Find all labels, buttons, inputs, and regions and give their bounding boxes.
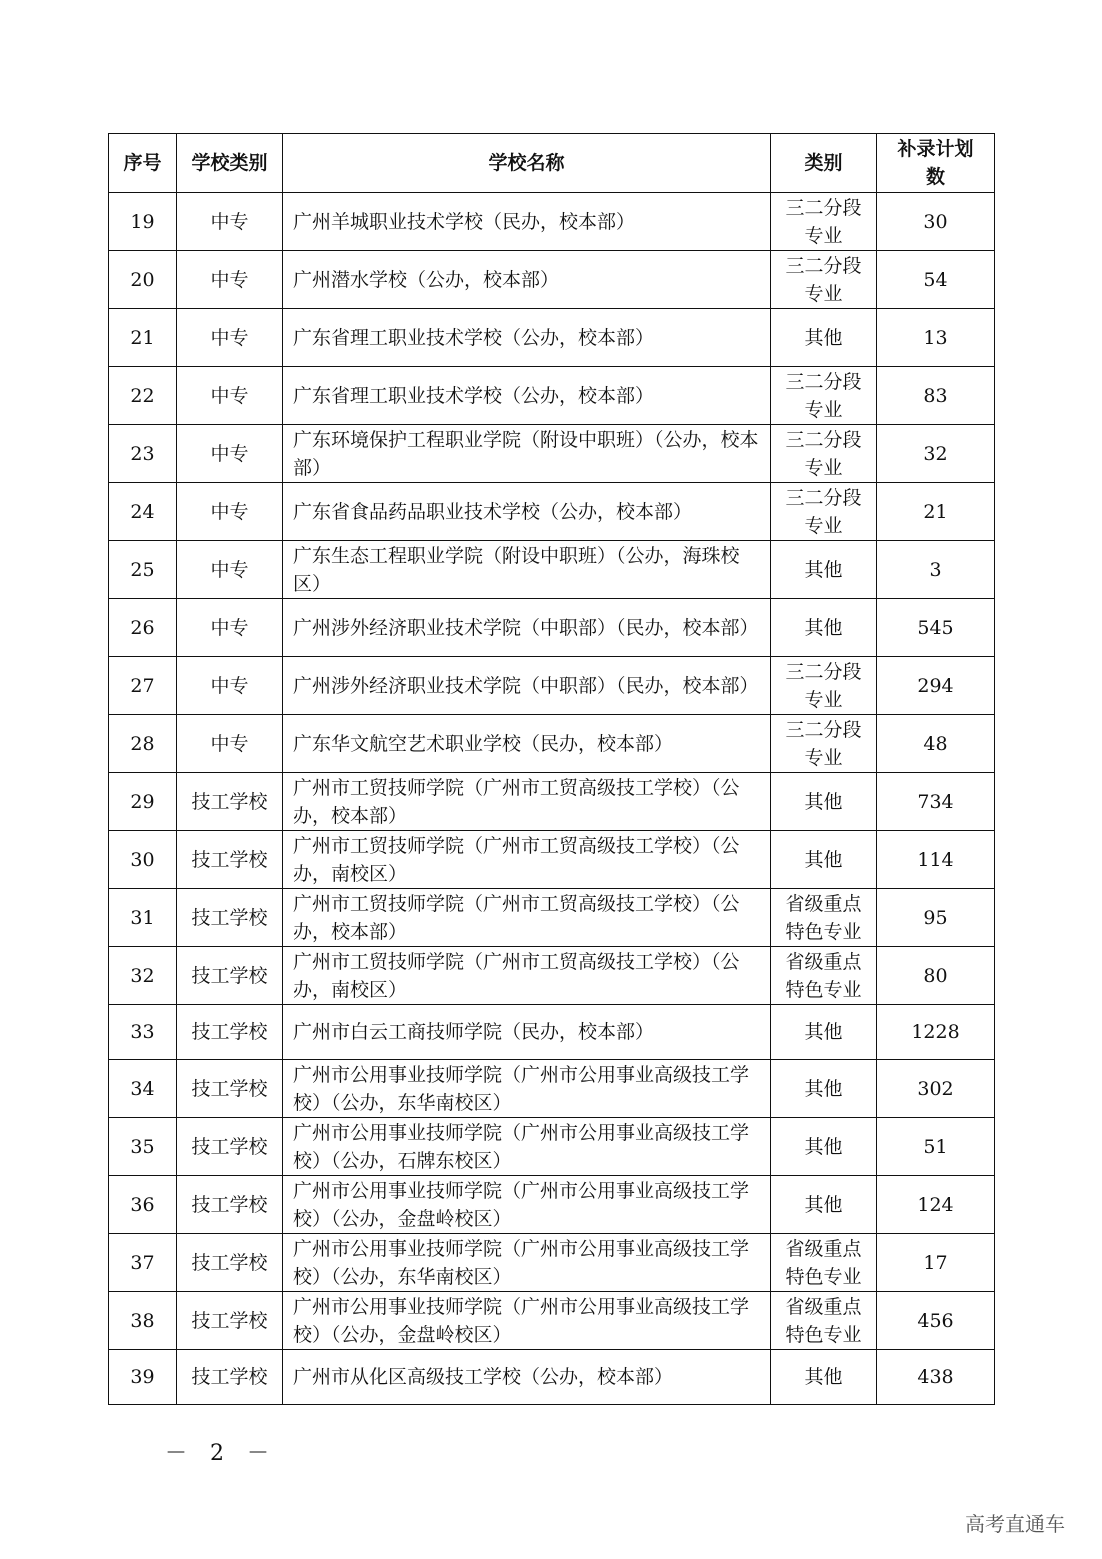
- cell-school-name: 广州市公用事业技师学院（广州市公用事业高级技工学校）（公办，金盘岭校区）: [283, 1176, 771, 1234]
- cell-plan-count: 95: [877, 889, 995, 947]
- table-row: [109, 831, 995, 889]
- cell-serial: 35: [109, 1118, 177, 1176]
- table-row: [109, 541, 995, 599]
- cell-category: 三二分段专业: [771, 657, 877, 715]
- table-row: [109, 947, 995, 1005]
- cell-category: 三二分段专业: [771, 425, 877, 483]
- cell-school-type: 技工学校: [177, 831, 283, 889]
- cell-school-name: 广州羊城职业技术学校（民办，校本部）: [283, 193, 771, 251]
- table-row: [109, 1350, 995, 1405]
- table-row: [109, 1005, 995, 1060]
- cell-school-name: 广州市公用事业技师学院（广州市公用事业高级技工学校）（公办，东华南校区）: [283, 1234, 771, 1292]
- cell-school-type: 中专: [177, 367, 283, 425]
- cell-plan-count: 438: [877, 1350, 995, 1405]
- cell-serial: 31: [109, 889, 177, 947]
- cell-school-name: 广州潜水学校（公办，校本部）: [283, 251, 771, 309]
- cell-school-type: 中专: [177, 599, 283, 657]
- cell-category: 其他: [771, 1118, 877, 1176]
- cell-school-name: 广州市白云工商技师学院（民办，校本部）: [283, 1005, 771, 1060]
- cell-school-type: 中专: [177, 251, 283, 309]
- header-plan-count: 补录计划数: [877, 134, 995, 193]
- header-school-name: 学校名称: [283, 134, 771, 193]
- cell-school-type: 技工学校: [177, 1118, 283, 1176]
- table-row: [109, 1176, 995, 1234]
- cell-category: 其他: [771, 599, 877, 657]
- cell-school-name: 广东省理工职业技术学校（公办，校本部）: [283, 367, 771, 425]
- cell-plan-count: 734: [877, 773, 995, 831]
- cell-serial: 29: [109, 773, 177, 831]
- cell-plan-count: 48: [877, 715, 995, 773]
- cell-serial: 23: [109, 425, 177, 483]
- cell-plan-count: 17: [877, 1234, 995, 1292]
- cell-category: 其他: [771, 1350, 877, 1405]
- cell-plan-count: 32: [877, 425, 995, 483]
- cell-school-name: 广东华文航空艺术职业学校（民办，校本部）: [283, 715, 771, 773]
- cell-school-type: 中专: [177, 483, 283, 541]
- cell-category: 三二分段专业: [771, 251, 877, 309]
- table-row: [109, 1060, 995, 1118]
- cell-serial: 36: [109, 1176, 177, 1234]
- cell-plan-count: 83: [877, 367, 995, 425]
- cell-school-name: 广州市公用事业技师学院（广州市公用事业高级技工学校）（公办，金盘岭校区）: [283, 1292, 771, 1350]
- cell-school-type: 技工学校: [177, 1234, 283, 1292]
- cell-school-name: 广州市公用事业技师学院（广州市公用事业高级技工学校）（公办，东华南校区）: [283, 1060, 771, 1118]
- enrollment-table: [108, 133, 995, 1405]
- table-row: [109, 483, 995, 541]
- table-row: [109, 193, 995, 251]
- cell-school-type: 技工学校: [177, 947, 283, 1005]
- watermark: 高考直通车: [965, 1512, 1065, 1536]
- cell-category: 其他: [771, 773, 877, 831]
- cell-school-type: 技工学校: [177, 889, 283, 947]
- cell-serial: 22: [109, 367, 177, 425]
- cell-school-type: 技工学校: [177, 773, 283, 831]
- cell-school-type: 技工学校: [177, 1350, 283, 1405]
- cell-school-type: 技工学校: [177, 1292, 283, 1350]
- cell-school-name: 广东省理工职业技术学校（公办，校本部）: [283, 309, 771, 367]
- cell-serial: 27: [109, 657, 177, 715]
- cell-school-type: 技工学校: [177, 1060, 283, 1118]
- table-body: [109, 193, 995, 1405]
- cell-plan-count: 54: [877, 251, 995, 309]
- cell-school-name: 广东环境保护工程职业学院（附设中职班）（公办，校本部）: [283, 425, 771, 483]
- cell-serial: 30: [109, 831, 177, 889]
- cell-plan-count: 1228: [877, 1005, 995, 1060]
- header-serial: 序号: [109, 134, 177, 193]
- table-row: [109, 1234, 995, 1292]
- cell-school-type: 技工学校: [177, 1005, 283, 1060]
- cell-serial: 39: [109, 1350, 177, 1405]
- cell-category: 其他: [771, 831, 877, 889]
- cell-plan-count: 80: [877, 947, 995, 1005]
- cell-category: 三二分段专业: [771, 193, 877, 251]
- cell-category: 省级重点特色专业: [771, 1292, 877, 1350]
- cell-serial: 26: [109, 599, 177, 657]
- table-row: [109, 425, 995, 483]
- cell-plan-count: 30: [877, 193, 995, 251]
- page-number: － 2 －: [165, 1441, 277, 1466]
- cell-plan-count: 51: [877, 1118, 995, 1176]
- table-row: [109, 1292, 995, 1350]
- cell-serial: 33: [109, 1005, 177, 1060]
- header-category: 类别: [771, 134, 877, 193]
- cell-serial: 37: [109, 1234, 177, 1292]
- table-row: [109, 715, 995, 773]
- cell-serial: 38: [109, 1292, 177, 1350]
- cell-plan-count: 114: [877, 831, 995, 889]
- cell-school-name: 广州市公用事业技师学院（广州市公用事业高级技工学校）（公办，石牌东校区）: [283, 1118, 771, 1176]
- table-row: [109, 309, 995, 367]
- cell-serial: 20: [109, 251, 177, 309]
- table-row: [109, 889, 995, 947]
- header-school-type: 学校类别: [177, 134, 283, 193]
- cell-category: 其他: [771, 309, 877, 367]
- cell-serial: 32: [109, 947, 177, 1005]
- table-row: [109, 599, 995, 657]
- cell-school-name: 广州市工贸技师学院（广州市工贸高级技工学校）（公办，校本部）: [283, 889, 771, 947]
- cell-school-type: 中专: [177, 657, 283, 715]
- table-row: [109, 251, 995, 309]
- cell-serial: 19: [109, 193, 177, 251]
- cell-school-name: 广州涉外经济职业技术学院（中职部）（民办，校本部）: [283, 657, 771, 715]
- cell-school-type: 中专: [177, 425, 283, 483]
- cell-school-type: 中专: [177, 715, 283, 773]
- cell-plan-count: 124: [877, 1176, 995, 1234]
- cell-school-type: 中专: [177, 309, 283, 367]
- cell-plan-count: 294: [877, 657, 995, 715]
- cell-category: 三二分段专业: [771, 483, 877, 541]
- cell-school-name: 广东省食品药品职业技术学校（公办，校本部）: [283, 483, 771, 541]
- cell-plan-count: 3: [877, 541, 995, 599]
- cell-category: 其他: [771, 1005, 877, 1060]
- cell-plan-count: 21: [877, 483, 995, 541]
- table-row: [109, 657, 995, 715]
- cell-school-type: 中专: [177, 541, 283, 599]
- cell-serial: 25: [109, 541, 177, 599]
- cell-category: 三二分段专业: [771, 367, 877, 425]
- cell-plan-count: 302: [877, 1060, 995, 1118]
- cell-category: 省级重点特色专业: [771, 947, 877, 1005]
- cell-school-name: 广州市从化区高级技工学校（公办，校本部）: [283, 1350, 771, 1405]
- table-row: [109, 773, 995, 831]
- cell-school-name: 广东生态工程职业学院（附设中职班）（公办，海珠校区）: [283, 541, 771, 599]
- cell-serial: 28: [109, 715, 177, 773]
- cell-category: 其他: [771, 1176, 877, 1234]
- cell-serial: 34: [109, 1060, 177, 1118]
- cell-category: 省级重点特色专业: [771, 889, 877, 947]
- table-header-row: [109, 134, 995, 193]
- cell-school-name: 广州涉外经济职业技术学院（中职部）（民办，校本部）: [283, 599, 771, 657]
- cell-school-name: 广州市工贸技师学院（广州市工贸高级技工学校）（公办，南校区）: [283, 947, 771, 1005]
- cell-serial: 24: [109, 483, 177, 541]
- cell-plan-count: 13: [877, 309, 995, 367]
- cell-school-type: 技工学校: [177, 1176, 283, 1234]
- cell-school-name: 广州市工贸技师学院（广州市工贸高级技工学校）（公办，校本部）: [283, 773, 771, 831]
- table-row: [109, 367, 995, 425]
- cell-category: 三二分段专业: [771, 715, 877, 773]
- cell-school-type: 中专: [177, 193, 283, 251]
- cell-category: 其他: [771, 1060, 877, 1118]
- cell-plan-count: 545: [877, 599, 995, 657]
- cell-plan-count: 456: [877, 1292, 995, 1350]
- cell-category: 其他: [771, 541, 877, 599]
- cell-serial: 21: [109, 309, 177, 367]
- cell-category: 省级重点特色专业: [771, 1234, 877, 1292]
- table-row: [109, 1118, 995, 1176]
- cell-school-name: 广州市工贸技师学院（广州市工贸高级技工学校）（公办，南校区）: [283, 831, 771, 889]
